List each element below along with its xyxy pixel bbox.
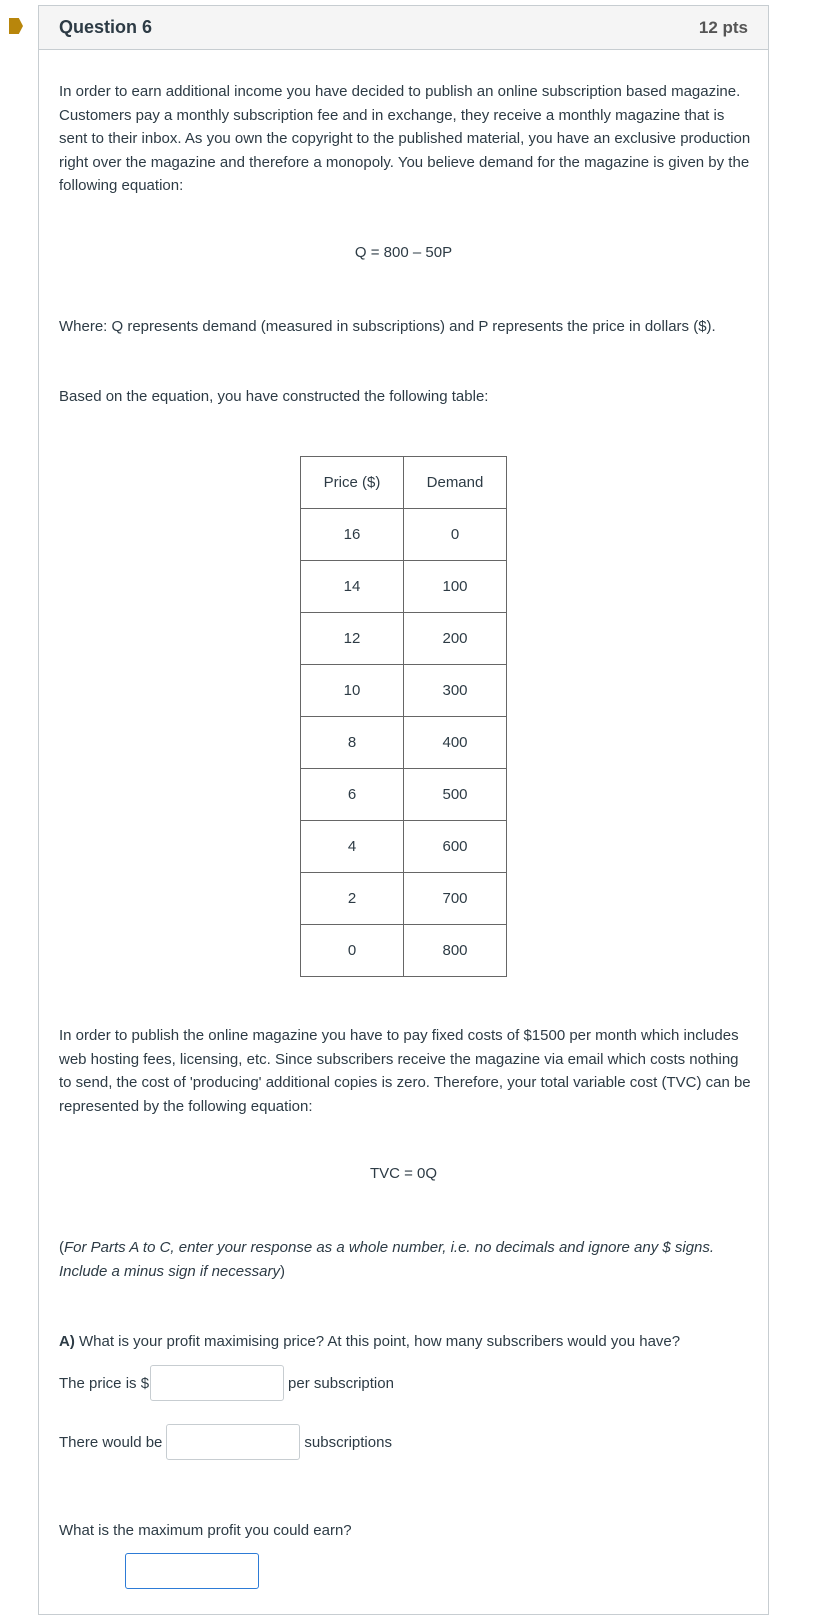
price-input[interactable]	[150, 1365, 284, 1401]
question-card	[38, 5, 769, 1615]
instructions-open-paren: (	[59, 1239, 64, 1256]
instructions-paragraph	[59, 1236, 754, 1283]
profit-question: What is the maximum profit you could earn?	[59, 1522, 352, 1539]
demand-cell: 300	[404, 665, 507, 717]
demand-cell: 100	[404, 561, 507, 613]
price-cell: 4	[301, 821, 404, 873]
table-row	[301, 925, 507, 977]
instructions-close-paren: )	[279, 1262, 285, 1280]
table-row	[301, 769, 507, 821]
question-points: 12 pts	[698, 17, 748, 37]
table-row	[301, 561, 507, 613]
question-title: Question 6	[59, 17, 153, 37]
profit-input[interactable]	[125, 1553, 259, 1589]
question-flag-icon[interactable]	[9, 18, 23, 34]
question-header	[39, 6, 768, 50]
subscriptions-answer-row	[59, 1424, 392, 1460]
header-demand: Demand	[404, 457, 507, 509]
costs-paragraph: In order to publish the online magazine you have to pay fixed costs of $1500 per month which includes web hosting fees, licensing, etc. Since subscribers receive the magazine via email which costs nothing to send, the cost of 'producing' additional copies is zero. Therefore, your total variable cost (TVC) can be represented by the following equation:	[59, 1027, 751, 1115]
subscriptions-input[interactable]	[166, 1424, 300, 1460]
demand-cell: 700	[404, 873, 507, 925]
price-cell: 16	[301, 509, 404, 561]
price-cell: 2	[301, 873, 404, 925]
table-row	[301, 717, 507, 769]
price-cell: 14	[301, 561, 404, 613]
price-cell: 12	[301, 613, 404, 665]
table-header-row	[301, 457, 507, 509]
demand-cell: 800	[404, 925, 507, 977]
table-row	[301, 821, 507, 873]
instructions-text: For Parts A to C, enter your response as a whole number, i.e. no decimals and ignore any $ signs. Include a minus sign if necessary	[59, 1239, 715, 1280]
demand-equation: Q = 800 – 50P	[354, 244, 453, 261]
where-paragraph: Where: Q represents demand (measured in subscriptions) and P represents the price in dollars ($).	[59, 318, 716, 335]
price-cell: 8	[301, 717, 404, 769]
part-a-question	[59, 1330, 754, 1354]
header-price: Price ($)	[301, 457, 404, 509]
tvc-equation: TVC = 0Q	[369, 1165, 438, 1182]
profit-answer-row	[124, 1553, 263, 1589]
table-row	[301, 873, 507, 925]
price-suffix: per subscription	[288, 1374, 394, 1392]
part-a-label: A)	[59, 1333, 75, 1350]
table-row	[301, 613, 507, 665]
intro-paragraph: In order to earn additional income you have decided to publish an online subscription based magazine. Customers pay a monthly subscription fee and in exchange, they receive a monthly magazine that is sent to their inbox. As you own the copyright to the published material, you have an exclusive production right over the magazine and therefore a monopoly. You believe demand for the magazine is given by the following equation:	[59, 83, 751, 194]
table-row	[301, 665, 507, 717]
part-a-question-text: What is your profit maximising price? At this point, how many subscribers would you have?	[74, 1333, 681, 1350]
demand-cell: 500	[404, 769, 507, 821]
subscriptions-prefix: There would be	[59, 1433, 163, 1451]
price-cell: 10	[301, 665, 404, 717]
price-cell: 0	[301, 925, 404, 977]
table-row	[301, 509, 507, 561]
table-intro: Based on the equation, you have constructed the following table:	[59, 388, 489, 405]
price-demand-table	[300, 456, 507, 977]
price-prefix: The price is $	[59, 1374, 150, 1392]
price-cell: 6	[301, 769, 404, 821]
demand-cell: 400	[404, 717, 507, 769]
subscriptions-suffix: subscriptions	[304, 1433, 392, 1451]
price-answer-row	[59, 1365, 394, 1401]
demand-cell: 200	[404, 613, 507, 665]
demand-cell: 600	[404, 821, 507, 873]
demand-cell: 0	[404, 509, 507, 561]
